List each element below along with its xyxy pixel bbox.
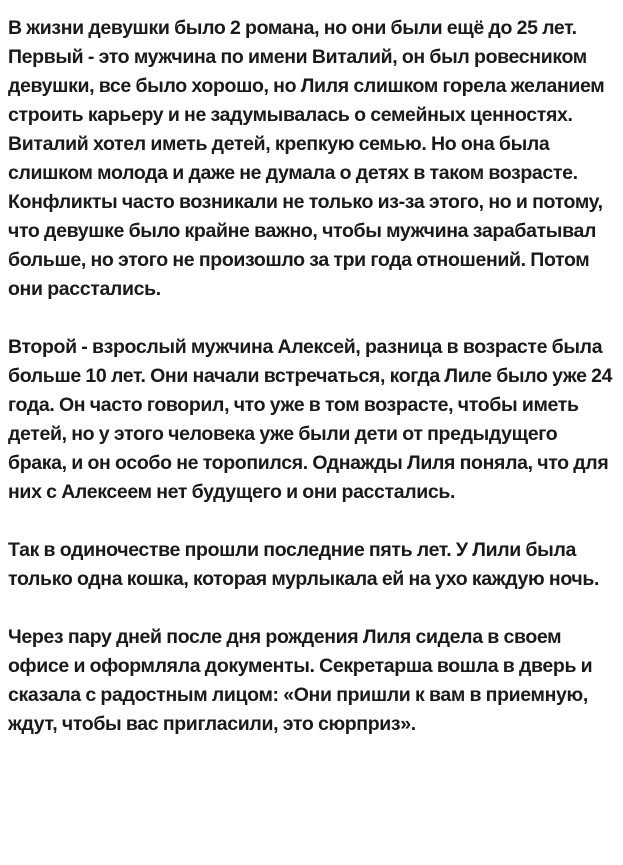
paragraph-second-romance: Второй - взрослый мужчина Алексей, разница в возрасте была больше 10 лет. Они начали встречаться, когда Лиле было уже 24 года. Он часто говорил, что уже в том возрасте, чтобы иметь детей, но у этого человека уже были дети от предыдущего брака, и он особо не торопился. Однажды Лиля поняла, что для них с Алексеем нет будущего и они расстались.: [8, 336, 613, 503]
article-body: [8, 14, 616, 739]
paragraph-first-romance: В жизни девушки было 2 романа, но они были ещё до 25 лет. Первый - это мужчина по имени Виталий, он был ровесником девушки, все было хорошо, но Лиля слишком горела желанием строить карьеру и не задумывалась о семейных ценностях. Виталий хотел иметь детей, крепкую семью. Но она была слишком молода и даже не думала о детях в таком возрасте. Конфликты часто возникали не только из-за этого, но и потому, что девушке было крайне важно, чтобы мужчина зарабатывал больше, но этого не произошло за три года отношений. Потом они расстались.: [8, 17, 605, 300]
paragraph-loneliness: Так в одиночестве прошли последние пять лет. У Лили была только одна кошка, которая мурлыкала ей на ухо каждую ночь.: [8, 539, 600, 590]
paragraph-office-surprise: Через пару дней после дня рождения Лиля сидела в своем офисе и оформляла документы. Секретарша вошла в дверь и сказала с радостным лицом: «Они пришли к вам в приемную, ждут, чтобы вас пригласили, это сюрприз».: [8, 626, 593, 735]
